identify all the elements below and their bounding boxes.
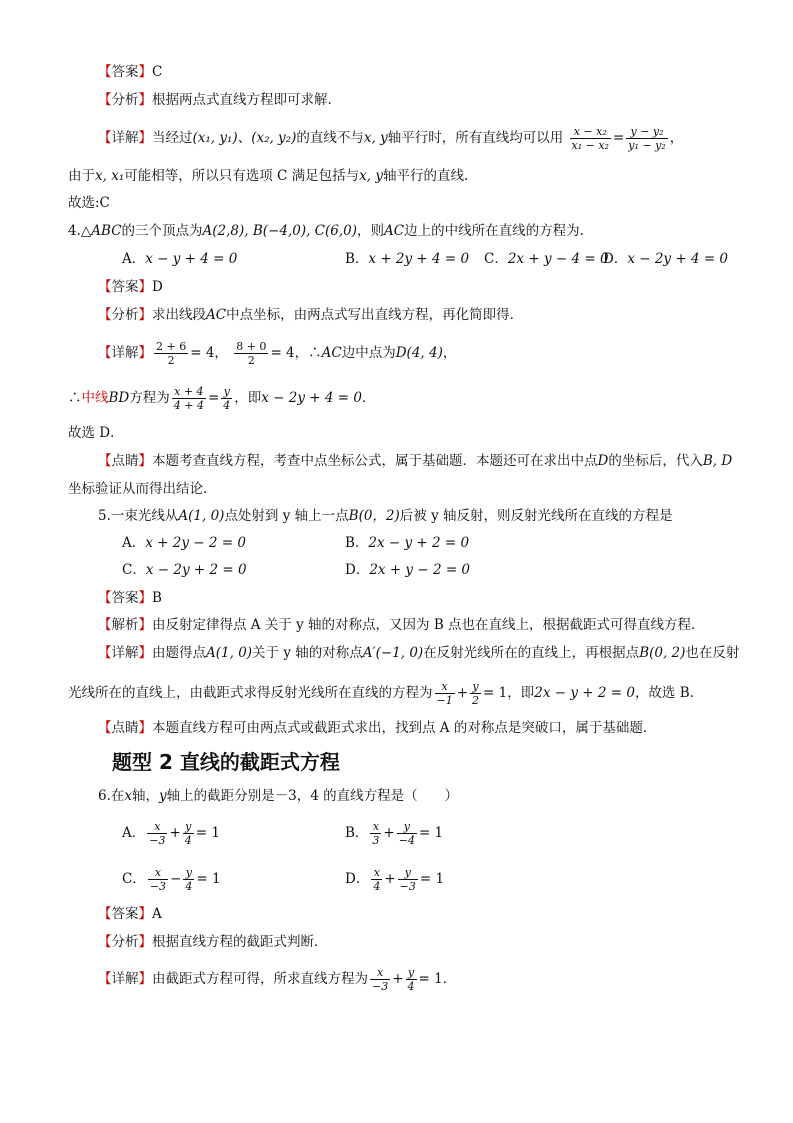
option-d: D．x − 2y + 4 = 0	[603, 251, 729, 267]
choose-line: 故选 D．	[68, 425, 124, 441]
analysis-line: 【分析】根据两点式直线方程即可求解.	[98, 92, 332, 108]
answer-line: 【答案】D	[98, 279, 163, 295]
answer-line: 【答案】C	[98, 64, 163, 80]
section-heading: 题型 2 直线的截距式方程	[112, 750, 340, 774]
option-c: C．x − 2y + 2 = 0	[122, 562, 247, 578]
detail-line-2: 由于x, x₁可能相等，所以只有选项 C 满足包括与x, y轴平行的直线.	[68, 168, 469, 184]
detail-line: 【详解】由题得点A(1, 0)关于 y 轴的对称点A′(−1, 0)在反射光线所在的直线上，再根据点B(0, 2)也在反射	[98, 645, 740, 661]
analysis-line: 【分析】求出线段AC中点坐标，由两点式写出直线方程，再化简即得．	[98, 307, 524, 323]
comment-line: 【点睛】本题直线方程可由两点式或截距式求出，找到点 A 的对称点是突破口，属于基础题．	[98, 720, 657, 736]
question-5-stem: 5.一束光线从A(1, 0)点处射到 y 轴上一点B(0，2)后被 y 轴反射，则反射光线所在直线的方程是	[98, 508, 673, 524]
option-c: C． $\frac{x}{-3}$ − $\frac{y}{4}$ = 1	[122, 866, 221, 893]
answer-line: 【答案】B	[98, 590, 162, 606]
option-b: B．2x − y + 2 = 0	[345, 535, 470, 551]
option-a: A． $\frac{x}{-3}$ + $\frac{y}{4}$ = 1	[122, 820, 220, 847]
option-d: D．2x + y − 2 = 0	[345, 562, 471, 578]
jiexi-line: 【解析】由反射定律得点 A 关于 y 轴的对称点，又因为 B 点也在直线上，根据截距式可得直线方程．	[98, 617, 705, 633]
option-a: A．x + 2y − 2 = 0	[122, 535, 246, 551]
detail-line: 【详解】当经过(x₁, y₁)、(x₂, y₂)的直线不与x, y轴平行时，所有直线均可以用 $\frac{\text{x − x₂}}{\text{x₁ − x₂}}$ = $\frac{\text{y − y₂}}{\text{y₁ − y₂}}$ ，	[98, 125, 684, 152]
detail-line: 【详解】 $\frac{2 + 6}{2}$ = 4， $\frac{8 + 0}{2}$ = 4，∴AC边中点为D(4, 4)，	[98, 340, 457, 367]
answer-line: 【答案】A	[98, 906, 162, 922]
question-6-stem: 6.在x轴，y轴上的截距分别是－3，4 的直线方程是（ ）	[98, 788, 459, 804]
choose-line: 故选:C	[68, 195, 110, 211]
option-c: C．2x + y − 4 = 0	[484, 251, 609, 267]
option-d: D． $\frac{x}{4}$ + $\frac{y}{-3}$ = 1	[345, 866, 445, 893]
detail-line: 【详解】由截距式方程可得，所求直线方程为 $\frac{x}{-3}$ + $\frac{y}{4}$ = 1．	[98, 966, 457, 993]
comment-line: 【点睛】本题考查直线方程，考查中点坐标公式，属于基础题．本题还可在求出中点D的坐标后，代入B, D	[98, 453, 733, 469]
detail-line-2: ∴中线BD方程为 $\frac{x + 4}{4 + 4}$ = $\frac{y}{4}$ ，即x − 2y + 4 = 0．	[68, 385, 376, 412]
option-a: A．x − y + 4 = 0	[122, 251, 238, 267]
detail-line-2: 光线所在的直线上，由截距式求得反射光线所在直线的方程为 $\frac{x}{-1}$ + $\frac{y}{2}$ = 1，即2x − y + 2 = 0，故选 B.	[68, 680, 694, 707]
option-b: B．x + 2y + 4 = 0	[345, 251, 470, 267]
option-b: B． $\frac{x}{3}$ + $\frac{y}{-4}$ = 1	[345, 820, 444, 847]
question-4-stem: 4.△ABC的三个顶点为A(2,8), B(−4,0), C(6,0)，则AC边上的中线所在直线的方程为.	[68, 223, 584, 239]
analysis-line: 【分析】根据直线方程的截距式判断．	[98, 934, 328, 950]
comment-line-2: 坐标验证从而得出结论．	[68, 481, 217, 497]
